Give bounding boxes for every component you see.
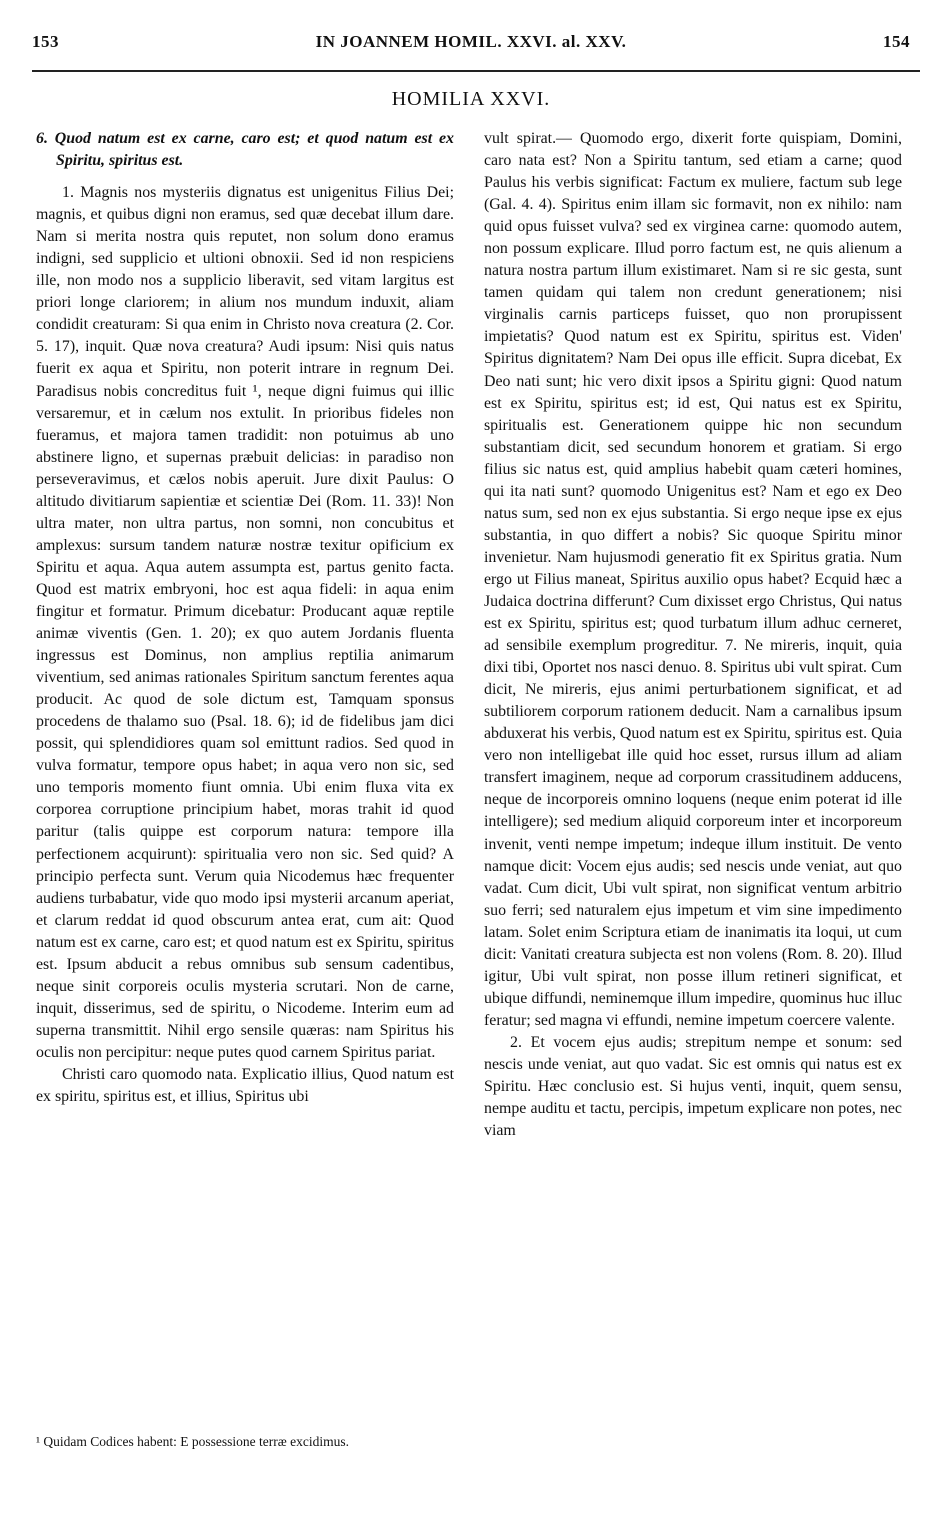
page-number-left: 153	[32, 32, 59, 51]
header-rule	[32, 70, 920, 72]
left-column	[36, 128, 454, 1108]
homily-title: HOMILIA XXVI.	[391, 88, 551, 110]
paragraph-continued: vult spirat.— Quomodo ergo, dixerit forte quispiam, Domini, caro nata est? Non a Spiritu tantum, sed etiam a carne; quod Paulus his verbis significat: Factum ex muliere, factum sub lege (Gal. 4. 4). Spiritus enim illam sic formavit, non ex nihilo: nam quid opus fuisset vulva? sed ex virginea carne: quomodo autem, non possum explicare. Illud porro factum est, ne quis alienum a natura nostra partum illum existimaret. Nam si re sic gesta, sunt tamen quidam qui talem non credunt generationem; nisi virginalis carnis particeps fuisset, quo non prorupissent impietatis? Quod natum est ex Spiritu, spiritus est. Viden' Spiritus dignitatem? Nam Dei opus ille efficit. Supra dicebat, Ex Deo nati sunt; hic vero dixit ipsos a Spiritu gigni: Quod natum est ex Spiritu, spiritus est; id est, Qui natus est ex Spiritu, spiritualis est. Generationem quippe hic non secundum substantiam dicit, sed secundum honorem et gratiam. Si ergo filius sic natus est, quid amplius habebit quam cæteri homines, qui ita nati sunt? quomodo Unigenitus est? Nam et ego ex Deo natus sum, sed non ex ejus substantia. Si ergo neque ipse ex ejus substantia, in quo differt a nobis? Sic quoque Spiritu minor invenietur. Nam hujusmodi generatio fit ex Spiritus gratia. Num ergo ut Filius maneat, Spiritus auxilio opus habet? Ecquid hæc a Judaica doctrina differunt? Cum dixisset ergo Christus, Qui natus est ex Spiritu, spiritus est; quod turbatum illum adhuc cerneret, ad sensibile exemplum progreditur. 7. Ne mireris, inquit, quia dixi tibi, Oportet nos nasci denuo. 8. Spiritus ubi vult spirat. Cum dicit, Ne mireris, ejus animi perturbationem significat, et ad subtiliorem corporum rationem deducit. Nam a carnalibus ipsum abduxerat his verbis, Quod natum est ex Spiritu, spiritus est. Quia vero non intelligebat ille quid hoc esset, rursus illum ad aliam transfert imaginem, neque ad corporum crassitudinem adducens, neque de incorporeis omnino loquens (neque enim poterat id ille intelligere); sed medium aliquid corporeum inter et incorporeum invenit, venti nempe impetum; indeque illum instituit. De vento namque dicit: Vocem ejus audis; sed nescis unde veniat, aut quo vadat. Cum dicit, Ubi vult spirat, non significat ventum arbitrio suo ferri; sed naturalem ejus impetum et vim sine impedimento latam. Solet enim Scriptura etiam de inanimatis ita loqui, ut cum dicit: Vanitati creatura subjecta est non volens (Rom. 8. 20). Illud igitur, Ubi vult spirat, non posse illum retineri significat, et ubique diffundi, neminemque illum impedire, quominus huc illuc feratur; sed magna vi effundi, nemine impetum coercere valente.	[484, 130, 902, 1029]
page-number-right: 154	[883, 32, 910, 51]
section-heading-paragraph: Christi caro quomodo nata. Explicatio illius, Quod natum est ex spiritu, spiritus est, et illius, Spiritus ubi	[36, 1065, 454, 1106]
footnote: ¹ Quidam Codices habent: E possessione terræ excidimus.	[36, 1434, 349, 1449]
right-column	[484, 128, 902, 1142]
scripture-verse: 6. Quod natum est ex carne, caro est; et quod natum est ex Spiritu, spiritus est.	[36, 130, 454, 170]
running-header	[32, 32, 910, 62]
paragraph-1: 1. Magnis nos mysteriis dignatus est unigenitus Filius Dei; magnis, et quibus digni non eramus, sed quæ decebat illum dare. Nam si merita nostra quis reputet, non solum dono eramus indigni, sed supplicio et ultioni obnoxii. Sed id non respiciens ille, non modo nos a supplicio liberavit, sed vitam largitus est priori longe clariorem; in alium nos mundum induxit, aliam condidit creaturam: Si qua enim in Christo nova creatura (2. Cor. 5. 17), inquit. Quæ nova creatura? Audi ipsum: Nisi quis natus fuerit ex aqua et Spiritu, non poterit intrare in regnum Dei. Paradisus nobis concreditus fuit ¹, neque digni fuimus qui illic versaremur, et in cælum nos extulit. In prioribus fideles non fueramus, et majora tamen tradidit: non potuimus ab uno abstinere ligno, et supernas præbuit delicias: in paradiso non perseveravimus, et cælos nobis aperuit. Jure dixit Paulus: O altitudo divitiarum sapientiæ et scientiæ Dei (Rom. 11. 33)! Non ultra mater, non ultra partus, non somni, non concubitus et amplexus: sursum tandem naturæ nostræ texitur opificium ex Spiritu et aqua. Aqua autem assumpta est, partus genito facta. Quod est matrix embryoni, hoc est aqua fideli: in aqua enim fingitur et formatur. Primum dicebatur: Producant aquæ reptile animæ viventis (Gen. 1. 20); ex quo autem Jordanis fluenta ingressus est Dominus, non amplius reptilia animarum viventium, sed animas rationales Spiritum sanctum ferentes aqua producit. Ac quod de sole dictum est, Tamquam sponsus procedens de thalamo suo (Psal. 18. 6); id de fidelibus jam dici possit, qui splendidiores quam sol emittunt radios. Sed quod in vulva formatur, tempore opus habet; in aqua vero non sic, sed uno temporis momento fiunt omnia. Ubi enim fluxa vita ex corporea corruptione principium habet, moras trahit id quod paritur (talis quippe est corporum natura: tempore illa perfectionem acquirunt): spiritualia vero non sic. Sed quid? A principio perfecta sunt. Verum quia Nicodemus hæc frequenter audiens turbabatur, vide quo modo ipsi mysterii arcanum aperiat, et clarum reddat id quod obscurum antea erat, cum ait: Quod natum est ex carne, caro est; et quod natum est ex Spiritu, spiritus est. Ipsum abducit a rebus omnibus sub sensum cadentibus, neque sinit corporeis oculis mysteria scrutari. Non de carne, inquit, disserimus, sed de spiritu, o Nicodeme. Interim eum ad superna transmittit. Nihil ergo sensile quæras: nam Spiritus his oculis non percipitur: neque putes quod carnem Spiritus pariat.	[36, 184, 454, 1061]
paragraph-2: 2. Et vocem ejus audis; strepitum nempe et sonum: sed nescis unde veniat, aut quo vadat. Sic est omnis qui natus est ex Spiritu. Hæc conclusio est. Si hujus venti, inquit, quem sensu, nempe auditu et tactu, percipis, impetum explicare non potes, nec viam	[484, 1033, 902, 1140]
running-title: IN JOANNEM HOMIL. XXVI. al. XXV.	[315, 32, 627, 51]
